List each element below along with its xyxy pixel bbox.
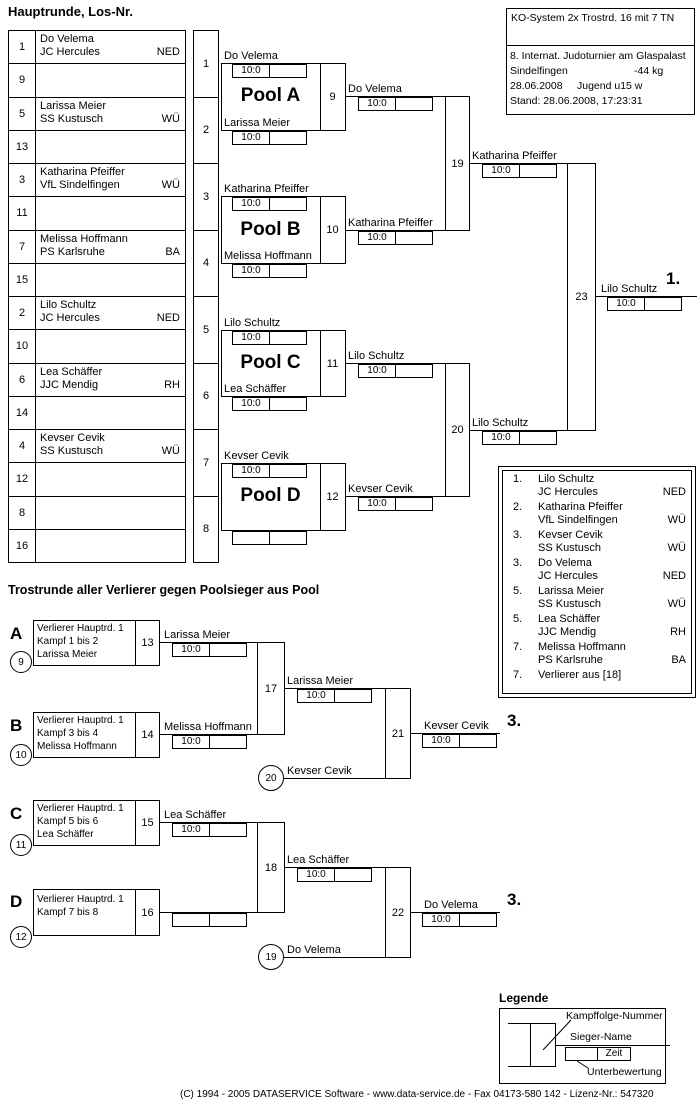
- score-value: 10:0: [232, 131, 270, 145]
- r1-winner-name: Melissa Hoffmann: [224, 250, 312, 262]
- legend-title: Legende: [499, 991, 549, 1005]
- player-name: Lilo Schultz: [40, 299, 97, 311]
- pool-d-match-number: 12: [326, 491, 339, 503]
- match-17-winner-name: Larissa Meier: [287, 675, 354, 687]
- los-number: 14: [9, 397, 36, 429]
- pool-a-match-number: 9: [329, 91, 336, 103]
- player-region: WÜ: [161, 445, 180, 457]
- player-club: SS Kustusch: [40, 445, 103, 457]
- trost-source-line: Verlierer Hauptrd. 1: [37, 715, 124, 726]
- score-value: 10:0: [232, 464, 270, 478]
- score-value: 10:0: [358, 497, 396, 511]
- trost-block-a-text: [37, 622, 124, 661]
- result-region: NED: [662, 486, 686, 498]
- match-21-score-box: [422, 734, 497, 748]
- los-number: 13: [9, 131, 36, 163]
- feed-circle-20: 20: [258, 765, 284, 791]
- result-region: WÜ: [667, 514, 686, 526]
- result-club: JC Hercules: [538, 570, 598, 582]
- time-cell: [519, 164, 557, 178]
- result-name: Larissa Meier: [538, 585, 605, 597]
- pool-b-match-number: 10: [326, 224, 339, 236]
- r1-score-box: [232, 197, 307, 211]
- result-club: VfL Sindelfingen: [538, 514, 618, 526]
- first-place-label: 1.: [666, 269, 681, 288]
- r1-score-box: [232, 131, 307, 145]
- match-23-number: 23: [575, 291, 588, 303]
- event-date: 28.06.2008: [510, 80, 563, 92]
- player-region: RH: [164, 378, 180, 391]
- table-row: [9, 463, 185, 496]
- trost-source-line: Kampf 5 bis 6: [37, 816, 99, 827]
- player-name: Kevser Cevik: [40, 432, 105, 444]
- time-cell: [269, 131, 307, 145]
- table-row: [9, 264, 185, 297]
- legend-zeit-cell: Zeit: [597, 1047, 631, 1061]
- los-number: 12: [9, 463, 36, 495]
- round1-match-column: [193, 30, 219, 563]
- result-club: JJC Mendig: [538, 626, 597, 638]
- score-value: 10:0: [232, 264, 270, 278]
- player-region: WÜ: [161, 112, 180, 125]
- score-value: 10:0: [232, 197, 270, 211]
- score-value: 10:0: [482, 431, 520, 445]
- result-name: Melissa Hoffmann: [538, 641, 626, 653]
- table-row: [9, 530, 185, 562]
- r1-winner-name: Lilo Schultz: [224, 317, 281, 329]
- match-18-score-box: [297, 868, 372, 882]
- player-name: Lea Schäffer: [40, 365, 103, 378]
- time-cell: [269, 531, 307, 545]
- table-row: [9, 197, 185, 230]
- score-value: 10:0: [482, 164, 520, 178]
- feed-circle-10: 10: [10, 744, 32, 766]
- final-winner-name: Lilo Schultz: [601, 283, 658, 295]
- los-number: 1: [9, 31, 36, 63]
- match-20-winner-name: Lilo Schultz: [472, 417, 529, 429]
- score-value: 10:0: [232, 64, 270, 78]
- trost-source-line: Verlierer Hauptrd. 1: [37, 623, 124, 634]
- table-row: [9, 131, 185, 164]
- result-name: Katharina Pfeiffer: [538, 501, 623, 513]
- feed-circle-11: 11: [10, 834, 32, 856]
- legend-score-cell: [565, 1047, 598, 1061]
- legend-kampffolge-label: Kampffolge-Nummer: [566, 1010, 663, 1022]
- result-club: SS Kustusch: [538, 598, 601, 610]
- player-club: VfL Sindelfingen: [40, 179, 120, 191]
- pool-a-score-box: [358, 97, 433, 111]
- player-club: PS Karlsruhe: [40, 245, 105, 258]
- feed-19-name: Do Velema: [287, 944, 341, 956]
- result-rank: 3.: [513, 529, 523, 541]
- legend-score-box: [565, 1047, 631, 1061]
- player-club: SS Kustusch: [40, 112, 103, 125]
- table-row: [9, 164, 185, 197]
- pool-c-score-box: [358, 364, 433, 378]
- result-rank: 5.: [513, 585, 523, 597]
- trost-block-letter-a: A: [10, 624, 23, 643]
- time-cell: [209, 913, 247, 927]
- result-club: JC Hercules: [538, 486, 598, 498]
- match-22-winner-name: Do Velema: [424, 899, 478, 911]
- pool-c-match-number: 11: [326, 357, 339, 370]
- trost-block-d-text: [37, 893, 124, 919]
- main-round-title: Hauptrunde, Los-Nr.: [8, 4, 133, 19]
- result-name: Lilo Schultz: [538, 473, 595, 485]
- los-number: 6: [9, 364, 36, 396]
- round1-match-number: 4: [194, 231, 218, 298]
- time-cell: [209, 643, 247, 657]
- los-number: 10: [9, 330, 36, 362]
- r1-score-box: [232, 264, 307, 278]
- trost-source-line: Verlierer Hauptrd. 1: [37, 803, 124, 814]
- match-14-winner-name: Melissa Hoffmann: [164, 721, 252, 733]
- match-21-number: 21: [391, 727, 405, 740]
- score-value: [172, 913, 210, 927]
- trost-source-line: Larissa Meier: [37, 649, 98, 660]
- third-place-label-2: 3.: [507, 890, 522, 909]
- time-cell: [269, 64, 307, 78]
- time-cell: [209, 735, 247, 749]
- score-value: [232, 531, 270, 545]
- third-place-label: 3.: [507, 711, 522, 730]
- stand-timestamp: Stand: 28.06.2008, 17:23:31: [510, 95, 643, 107]
- table-row: [9, 330, 185, 363]
- player-region: WÜ: [161, 179, 180, 191]
- player-club: JC Hercules: [40, 46, 100, 58]
- time-cell: [269, 331, 307, 345]
- pool-c-winner-name: Lilo Schultz: [348, 350, 405, 362]
- pool-d-score-box: [358, 497, 433, 511]
- score-value: 10:0: [422, 913, 460, 927]
- pool-b-score-box: [358, 231, 433, 245]
- trost-block-letter-b: B: [10, 716, 23, 735]
- result-name: Lea Schäffer: [538, 613, 601, 625]
- pool-d-winner-name: Kevser Cevik: [348, 483, 413, 495]
- match-19-number: 19: [451, 157, 464, 170]
- los-number: 4: [9, 430, 36, 462]
- table-row: [9, 497, 185, 530]
- score-value: 10:0: [358, 97, 396, 111]
- result-rank: 5.: [513, 613, 523, 625]
- round1-match-number: 2: [194, 98, 218, 165]
- player-club: JC Hercules: [40, 312, 100, 324]
- table-row: [9, 364, 185, 397]
- pool-a-label: Pool A: [240, 85, 301, 106]
- legend-sieger-label: Sieger-Name: [570, 1031, 632, 1043]
- round1-match-number: 1: [194, 31, 218, 98]
- score-value: 10:0: [358, 231, 396, 245]
- match-21-winner-name: Kevser Cevik: [424, 720, 489, 732]
- time-cell: [269, 197, 307, 211]
- feed-circle-9: 9: [10, 651, 32, 673]
- match-15-winner-name: Lea Schäffer: [164, 809, 227, 821]
- match-13-score-box: [172, 643, 247, 657]
- trost-source-line: Kampf 3 bis 4: [37, 728, 99, 739]
- event-location: Sindelfingen: [510, 65, 568, 77]
- trost-source-line: Verlierer Hauptrd. 1: [37, 894, 124, 905]
- result-club: SS Kustusch: [538, 542, 601, 554]
- r1-winner-name: Do Velema: [224, 50, 278, 62]
- trost-source-line: Kampf 7 bis 8: [37, 907, 99, 918]
- player-region: BA: [165, 245, 180, 258]
- feed-circle-12: 12: [10, 926, 32, 948]
- result-region: WÜ: [667, 598, 686, 610]
- pool-b-label: Pool B: [240, 219, 301, 240]
- trost-source-line: Kampf 1 bis 2: [37, 636, 99, 647]
- match-18-winner-name: Lea Schäffer: [287, 854, 350, 866]
- feed-circle-19: 19: [258, 944, 284, 970]
- player-name: Do Velema: [40, 33, 94, 45]
- score-value: 10:0: [232, 397, 270, 411]
- ko-system-label: KO-System 2x Trostrd. 16 mit 7 TN: [511, 12, 675, 24]
- los-number: 3: [9, 164, 36, 196]
- table-row: [9, 31, 185, 64]
- match-17-number: 17: [264, 682, 278, 695]
- match-19-score-box: [482, 164, 557, 178]
- r1-score-box: [232, 397, 307, 411]
- match-16-score-box: [172, 913, 247, 927]
- r1-winner-name: Larissa Meier: [224, 117, 291, 129]
- legend-unterbewertung-label: Unterbewertung: [587, 1066, 662, 1078]
- los-number: 11: [9, 197, 36, 229]
- match-22-number: 22: [391, 906, 405, 919]
- pool-b-winner-name: Katharina Pfeiffer: [348, 217, 433, 229]
- time-cell: [459, 734, 497, 748]
- time-cell: [269, 397, 307, 411]
- pool-a-winner-name: Do Velema: [348, 83, 402, 95]
- time-cell: [395, 497, 433, 511]
- r1-score-box-empty: [232, 531, 307, 545]
- event-title: 8. Internat. Judoturnier am Glaspalast: [510, 50, 686, 62]
- match-22-score-box: [422, 913, 497, 927]
- result-rank: 1.: [513, 473, 523, 485]
- copyright-footer: (C) 1994 - 2005 DATASERVICE Software - www.data-service.de - Fax 04173-580 142 - Lizenz-Nr.: 547320: [180, 1089, 654, 1100]
- trost-block-c-text: [37, 802, 124, 841]
- score-value: 10:0: [422, 734, 460, 748]
- player-name: Katharina Pfeiffer: [40, 166, 125, 178]
- match-17-score-box: [297, 689, 372, 703]
- result-rank: 2.: [513, 501, 523, 513]
- los-number: 16: [9, 530, 36, 562]
- score-value: 10:0: [172, 735, 210, 749]
- r1-score-box: [232, 331, 307, 345]
- weight-class: -44 kg: [634, 65, 664, 77]
- result-rank: 7.: [513, 669, 523, 681]
- round1-match-number: 6: [194, 364, 218, 431]
- draw-table: [8, 30, 186, 563]
- match-20-number: 20: [451, 424, 464, 436]
- match-15-number: 15: [141, 817, 154, 829]
- time-cell: [395, 231, 433, 245]
- time-cell: [269, 264, 307, 278]
- trost-source-line: Lea Schäffer: [37, 829, 94, 840]
- final-score-box: [607, 297, 682, 311]
- round1-match-number: 8: [202, 523, 210, 536]
- time-cell: [334, 868, 372, 882]
- score-value: 10:0: [297, 868, 335, 882]
- r1-winner-name: Kevser Cevik: [224, 450, 289, 462]
- table-row: [9, 397, 185, 430]
- score-value: 10:0: [358, 364, 396, 378]
- trost-block-b-text: [37, 714, 124, 753]
- table-row: [9, 98, 185, 131]
- feed-20-name: Kevser Cevik: [287, 765, 352, 777]
- los-number: 15: [9, 264, 36, 296]
- result-rank: 7.: [513, 641, 523, 653]
- r1-winner-name: Katharina Pfeiffer: [224, 183, 309, 195]
- table-row: [9, 430, 185, 463]
- score-value: 10:0: [172, 643, 210, 657]
- score-value: 10:0: [607, 297, 645, 311]
- match-13-number: 13: [141, 637, 154, 649]
- match-15-score-box: [172, 823, 247, 837]
- match-13-winner-name: Larissa Meier: [164, 629, 231, 641]
- result-region: RH: [670, 626, 686, 638]
- result-club: PS Karlsruhe: [538, 654, 603, 666]
- player-name: Melissa Hoffmann: [40, 232, 128, 245]
- time-cell: [395, 364, 433, 378]
- round1-match-number: 7: [194, 430, 218, 497]
- match-18-number: 18: [264, 861, 278, 874]
- los-number: 2: [9, 297, 36, 329]
- match-16-number: 16: [141, 906, 154, 919]
- match-19-winner-name: Katharina Pfeiffer: [472, 150, 557, 162]
- time-cell: [209, 823, 247, 837]
- score-value: 10:0: [172, 823, 210, 837]
- result-region: NED: [662, 570, 686, 582]
- player-region: NED: [156, 46, 180, 58]
- trost-source-line: Melissa Hoffmann: [37, 741, 117, 752]
- pool-c-label: Pool C: [240, 352, 301, 373]
- table-row: [9, 297, 185, 330]
- score-value: 10:0: [232, 331, 270, 345]
- result-region: BA: [671, 654, 686, 666]
- trost-round-title: Trostrunde aller Verlierer gegen Poolsieger aus Pool: [8, 583, 320, 597]
- result-name: Verlierer aus [18]: [538, 669, 622, 681]
- pool-d-label: Pool D: [240, 485, 301, 506]
- score-value: 10:0: [297, 689, 335, 703]
- player-name: Larissa Meier: [40, 99, 107, 112]
- result-name: Do Velema: [538, 557, 592, 569]
- result-name: Kevser Cevik: [538, 529, 603, 541]
- r1-winner-name: Lea Schäffer: [224, 383, 287, 395]
- time-cell: [459, 913, 497, 927]
- time-cell: [395, 97, 433, 111]
- time-cell: [644, 297, 682, 311]
- trost-block-letter-c: C: [10, 804, 23, 823]
- trost-block-letter-d: D: [10, 892, 23, 911]
- los-number: 5: [9, 98, 36, 130]
- table-row: [9, 231, 185, 264]
- time-cell: [334, 689, 372, 703]
- table-row: [9, 64, 185, 97]
- los-number: 9: [9, 64, 36, 96]
- round1-match-number: 5: [194, 297, 218, 364]
- time-cell: [269, 464, 307, 478]
- r1-score-box: [232, 64, 307, 78]
- player-club: JJC Mendig: [40, 378, 99, 391]
- result-region: WÜ: [667, 542, 686, 554]
- player-region: NED: [156, 312, 180, 324]
- match-14-number: 14: [141, 729, 154, 741]
- info-box-divider: [507, 45, 694, 46]
- time-cell: [519, 431, 557, 445]
- los-number: 7: [9, 231, 36, 263]
- los-number: 8: [9, 497, 36, 529]
- r1-score-box: [232, 464, 307, 478]
- round1-match-number: 3: [194, 164, 218, 231]
- age-group: Jugend u15 w: [577, 80, 643, 92]
- result-rank: 3.: [513, 557, 523, 569]
- match-14-score-box: [172, 735, 247, 749]
- match-20-score-box: [482, 431, 557, 445]
